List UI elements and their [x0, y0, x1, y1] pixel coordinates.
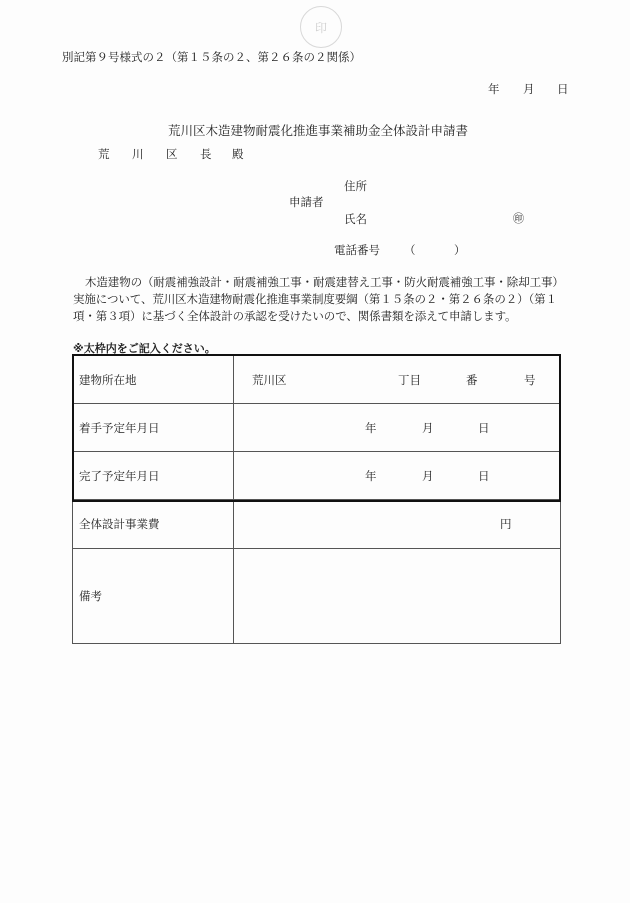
cost-field[interactable] — [234, 500, 561, 549]
start-date-day: 日 — [478, 420, 490, 435]
remarks-label: 備考 — [73, 549, 234, 644]
form-reference: 別記第９号様式の２（第１５条の２、第２６条の２関係） — [62, 50, 361, 64]
addressee-char-2: 川 — [132, 147, 144, 161]
start-date-field[interactable] — [234, 404, 561, 452]
application-statement: 木造建物の（耐震補強設計・耐震補強工事・耐震建替え工事・防火耐震補強工事・除却工事）実施について、荒川区木造建物耐震化推進事業制度要綱（第１５条の２・第２６条の２）（第１項・第３項）に基づく全体設計の承認を受けたいので、関係書類を添えて申請します。 — [73, 275, 564, 323]
cost-unit: 円 — [500, 517, 512, 531]
end-date-day: 日 — [478, 468, 490, 483]
applicant-label: 申請者 — [289, 195, 324, 209]
table-row-location — [73, 356, 561, 404]
location-go: 号 — [524, 372, 536, 387]
phone-label: 電話番号 — [334, 243, 380, 257]
table-row-remarks — [73, 549, 561, 644]
instruction-note: ※太枠内をご記入ください。 — [73, 342, 216, 355]
addressee-char-3: 区 — [166, 147, 178, 161]
end-date-year: 年 — [365, 468, 377, 483]
location-field[interactable] — [234, 356, 561, 404]
location-ward: 荒川区 — [252, 372, 287, 387]
addressee-char-1: 荒 — [98, 147, 110, 161]
address-label: 住所 — [344, 179, 367, 193]
date-month: 月 — [523, 82, 535, 96]
start-date-label: 着手予定年月日 — [73, 404, 234, 452]
date-day: 日 — [557, 82, 569, 96]
addressee-char-4: 長 — [200, 147, 212, 161]
table-row-start-date — [73, 404, 561, 452]
location-chome: 丁目 — [398, 372, 421, 387]
personal-seal-mark: ㊞ — [513, 212, 524, 225]
seal-label: 印 — [314, 20, 327, 35]
location-ban: 番 — [466, 372, 478, 387]
name-label: 氏名 — [344, 212, 367, 226]
location-label: 建物所在地 — [73, 356, 234, 404]
seal-stamp-placeholder — [300, 6, 342, 48]
table-row-end-date — [73, 452, 561, 500]
end-date-field[interactable] — [234, 452, 561, 500]
phone-close-paren: ） — [454, 243, 466, 257]
date-year: 年 — [488, 82, 500, 96]
start-date-month: 月 — [422, 420, 434, 435]
cost-label: 全体設計事業費 — [73, 500, 234, 549]
end-date-month: 月 — [422, 468, 434, 483]
table-row-cost — [73, 500, 561, 549]
phone-open-paren: （ — [404, 243, 416, 257]
start-date-year: 年 — [365, 420, 377, 435]
addressee-char-5: 殿 — [232, 147, 244, 161]
application-form-table — [72, 355, 561, 644]
remarks-field[interactable] — [234, 549, 561, 644]
page-title: 荒川区木造建物耐震化推進事業補助金全体設計申請書 — [168, 123, 469, 138]
end-date-label: 完了予定年月日 — [73, 452, 234, 500]
